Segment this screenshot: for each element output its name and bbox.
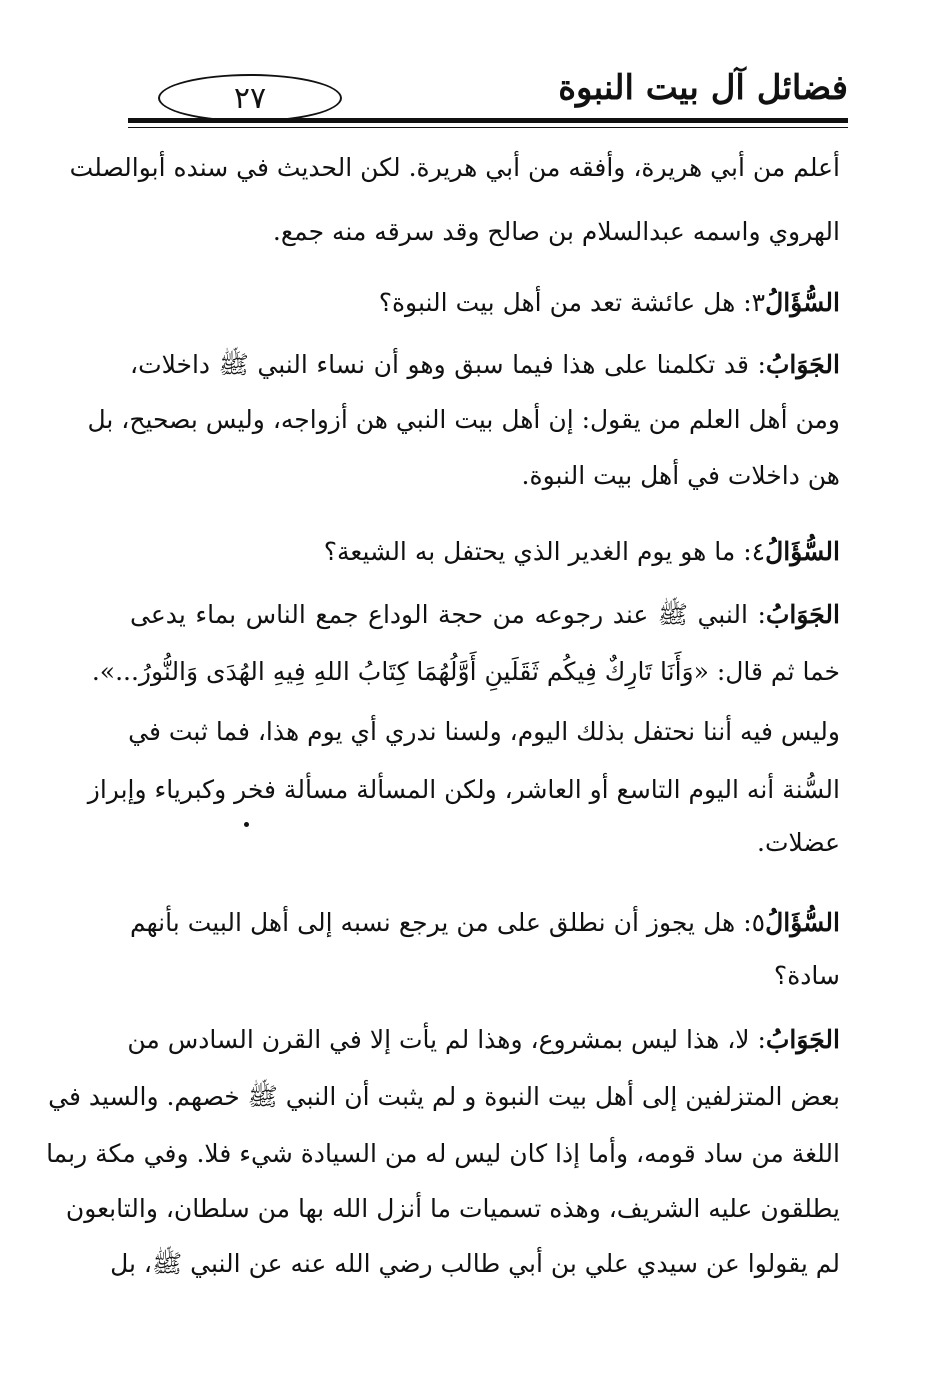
hadith-line: خما ثم قال: «وَأَنَا تَارِكٌ فِيكُم ثَقَلَينِ أَوَّلُهُمَا كِتَابُ اللهِ فِيهِ الهُدَى وَالنُّورُ...».: [91, 657, 840, 686]
text-line: يطلقون عليه الشريف، وهذه تسميات ما أنزل الله بها من سلطان، والتابعون: [65, 1194, 840, 1223]
text-line: هن داخلات في أهل بيت النبوة.: [521, 461, 840, 490]
text-line: ومن أهل العلم من يقول: إن أهل بيت النبي هن أزواجه، وليس بصحيح، بل: [87, 405, 840, 434]
question-text: ٥: هل يجوز أن نطلق على من يرجع نسبه إلى أهل البيت بأنهم: [130, 908, 766, 937]
answer-text: : قد تكلمنا على هذا فيما سبق وهو أن نساء النبي ﷺ داخلات،: [130, 350, 766, 379]
page-number: ٢٧: [158, 74, 342, 122]
question-label: السُّؤَالُ: [765, 908, 840, 937]
answer-label: الجَوَابُ: [765, 350, 840, 379]
header-rule-thin: [128, 127, 848, 128]
answer-text: : لا، هذا ليس بمشروع، وهذا لم يأت إلا في القرن السادس من: [127, 1025, 766, 1054]
page-header: [128, 62, 848, 132]
text-line: وليس فيه أننا نحتفل بذلك اليوم، ولسنا ندري أي يوم هذا، فما ثبت في: [128, 717, 840, 746]
question-line: [130, 532, 840, 572]
text-line: السُّنة أنه اليوم التاسع أو العاشر، ولكن المسألة مسألة فخر وكبرياء وإبراز: [87, 775, 840, 804]
question-text: ٤: ما هو يوم الغدير الذي يحتفل به الشيعة؟: [323, 537, 766, 566]
answer-label: الجَوَابُ: [765, 1025, 840, 1054]
question-line: [130, 903, 840, 943]
text-line: اللغة من ساد قومه، وأما إذا كان ليس له من السيادة شيء فلا. وفي مكة ربما: [46, 1139, 840, 1168]
question-text: ٣: هل عائشة تعد من أهل بيت النبوة؟: [378, 288, 766, 317]
text-line: الهروي واسمه عبدالسلام بن صالح وقد سرقه منه جمع.: [272, 217, 840, 246]
answer-line: [130, 345, 840, 385]
header-rule: [128, 118, 848, 123]
question-line: [130, 283, 840, 323]
text-line: بعض المتزلفين إلى أهل بيت النبوة و لم يثبت أن النبي ﷺ خصهم. والسيد في: [48, 1082, 840, 1111]
answer-line: [127, 1020, 840, 1060]
question-label: السُّؤَالُ: [765, 288, 840, 317]
text-line: أعلم من أبي هريرة، وأفقه من أبي هريرة. لكن الحديث في سنده أبوالصلت: [69, 153, 840, 182]
answer-text: : النبي ﷺ عند رجوعه من حجة الوداع جمع الناس بماء يدعى: [130, 600, 766, 629]
answer-line: [130, 595, 840, 635]
question-label: السُّؤَالُ: [765, 537, 840, 566]
book-title: فضائل آل بيت النبوة: [558, 68, 848, 108]
text-line: لم يقولوا عن سيدي علي بن أبي طالب رضي الله عنه عن النبي ﷺ، بل: [110, 1249, 840, 1278]
text-line: سادة؟: [773, 961, 840, 990]
text-line: عضلات.: [757, 828, 840, 857]
answer-label: الجَوَابُ: [765, 600, 840, 629]
stray-dot: [244, 822, 249, 827]
